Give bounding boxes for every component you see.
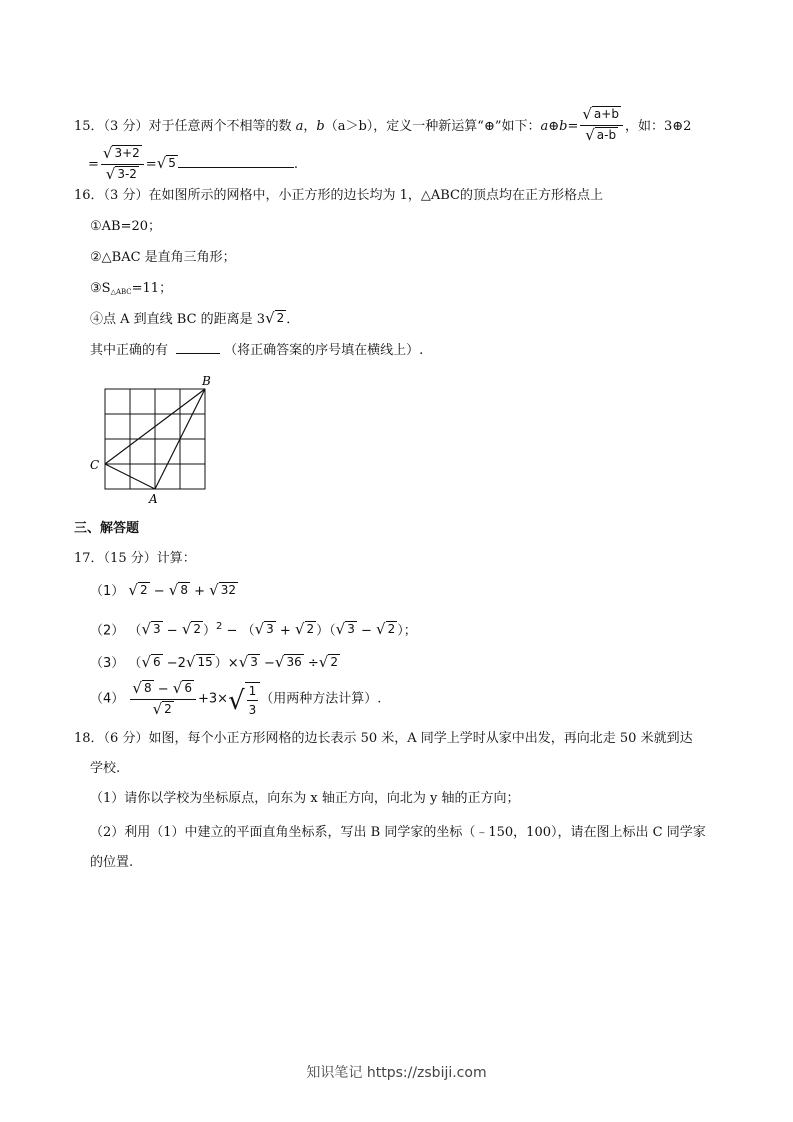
q18-score: （6 分） [103, 731, 149, 746]
radicand: 2 [164, 702, 172, 716]
operator: − [356, 623, 377, 639]
q18-line1 [74, 730, 693, 748]
q16-answer-blank[interactable] [176, 353, 220, 354]
radicand: 2 [139, 583, 148, 597]
paren: ）； [397, 623, 417, 639]
q16-line1 [74, 187, 603, 205]
q18-part2-text-cont: 的位置. [90, 855, 134, 870]
q15-def-numerator: a+b [593, 107, 619, 121]
radicand: 6 [184, 681, 192, 695]
q18-part2a [90, 824, 706, 842]
paren: ）（ [316, 623, 336, 639]
q18-text: 如图，每个小正方形网格的边长表示 50 米，A 同学上学时从家中出发，再向北走 50 米就到达 [148, 731, 693, 746]
radicand: 8 [180, 583, 188, 597]
q15-ex-denominator: 3-2 [117, 167, 137, 181]
operator: ÷ [303, 656, 319, 671]
operator: − [149, 584, 169, 599]
q17-text: 计算： [156, 551, 196, 566]
q17-part4-note: （用两种方法计算）. [260, 691, 382, 707]
q15-eq: = [88, 157, 99, 172]
paren: （ [128, 656, 142, 671]
paren: （ [128, 623, 142, 639]
radicand: 6 [153, 655, 161, 669]
q15-ex-numerator: 3+2 [114, 146, 140, 160]
radicand: 2 [330, 655, 338, 669]
q18-line2 [90, 760, 120, 778]
radicand: 8 [143, 681, 152, 695]
q15-number: 15． [74, 119, 104, 134]
operator: − [259, 656, 275, 671]
q17-part3-label: （3） [90, 656, 125, 671]
q16-option-4-end: ． [286, 312, 300, 327]
numerator: 1 [247, 683, 259, 701]
radicand: 3 [153, 622, 161, 637]
vertex-label-a: A [149, 492, 158, 506]
q16-ask-text: 其中正确的有 [90, 343, 169, 358]
radicand: 36 [286, 655, 302, 669]
q15-def-fraction: √ a+b √ a-b [580, 106, 623, 145]
q17-score: （15 分） [103, 551, 157, 566]
q16-option-4: ④点 A 到直线 BC 的距离是 3 [90, 312, 266, 327]
q16-option-3-value: =11； [131, 281, 173, 296]
q18-part1-text: （1）请你以学校为坐标原点，向东为 x 轴正方向，向北为 y 轴的正方向； [90, 791, 520, 806]
var-a: a [295, 119, 304, 134]
q17-part2: （2） （ √ 3 − √ 2 ）$^2$ − （ √ 3 + √ 2 ）（ √ 3 − √ 2 ）； [90, 620, 417, 639]
q16-grid-figure [84, 372, 224, 508]
q18-part1 [90, 790, 519, 808]
q15-condition: （a＞b） [324, 119, 374, 134]
q16-score: （3 分） [103, 188, 149, 203]
vertex-label-c: C [90, 458, 100, 472]
section-3-title: 三、解答题 [74, 521, 140, 536]
q17-part4: （4） √ 8 − √ 6 √ 2 +3× √ $\frac{1}{3}$ （用两种方法计算）. [90, 679, 382, 718]
q15-text: 对于任意两个不相等的数 [148, 119, 292, 134]
q16-option-2: ②△BAC 是直角三角形； [90, 250, 236, 265]
q17-part4-fraction: √ 8 − √ 6 √ 2 [130, 680, 196, 719]
exponent: 2 [216, 621, 223, 632]
comma: ， [303, 119, 317, 134]
footer-watermark[interactable]: 知识笔记 https://zsbiji.com [306, 1065, 487, 1081]
q15-score: （3 分） [103, 119, 149, 134]
q15-line2: = √ 3+2 √ 3-2 = √ 5 . [88, 144, 299, 183]
radicand: 2 [387, 622, 396, 637]
page-footer [0, 1062, 793, 1082]
denominator: 3 [248, 702, 257, 717]
radicand: 2 [193, 622, 202, 637]
q16-opt1 [90, 218, 161, 236]
q18-part2b [90, 854, 133, 872]
radicand: 15 [197, 655, 213, 669]
radicand: 32 [220, 583, 237, 597]
q16-opt3 [90, 280, 172, 301]
q15-end: . [293, 157, 299, 172]
q15-answer-blank[interactable] [178, 167, 294, 168]
operator: + [190, 584, 210, 599]
q17-part1-label: （1） [90, 584, 125, 599]
q16-text: 在如图所示的网格中，小正方形的边长均为 1，△ABC的顶点均在正方形格点上 [148, 188, 603, 203]
q17-line1 [74, 550, 196, 568]
q15-line1 [74, 107, 691, 146]
q18-number: 18． [74, 731, 104, 746]
q18-text-cont: 学校. [90, 761, 121, 776]
var-b: b [316, 119, 325, 134]
q16-option-3: ③S [90, 281, 111, 296]
radicand: 3 [347, 622, 355, 637]
q16-option-3-subscript: △ABC [110, 288, 132, 296]
operator: − [162, 623, 182, 639]
q17-number: 17． [74, 551, 104, 566]
radicand: 2 [306, 622, 315, 637]
q15-example-lead: ，如：3⊕2 [624, 119, 692, 134]
q15-ex-result: 5 [168, 156, 176, 170]
q18-part2-text: （2）利用（1）中建立的平面直角坐标系，写出 B 同学家的坐标（﹣150，100），请在图上标出 C 同学家 [90, 825, 706, 840]
q15-def-lhs: a⊕b= [540, 119, 579, 134]
radicand: 3 [250, 655, 258, 669]
operator: −2 [162, 656, 186, 671]
section-title [74, 520, 139, 538]
operator: − [153, 682, 173, 697]
q16-ask-note: （将正确答案的序号填在横线上）. [224, 343, 424, 358]
paren: ） [203, 623, 217, 639]
q16-ask [90, 342, 423, 360]
q16-opt2 [90, 249, 236, 267]
q16-option-1: ①AB=20； [90, 219, 162, 234]
q15-def-denominator: a-b [596, 128, 617, 142]
operator: +3× [198, 691, 229, 707]
q16-opt4: ④点 A 到直线 BC 的距离是 3 √ 2 ． [90, 309, 300, 327]
q16-number: 16． [74, 188, 104, 203]
q15-definition-text: ，定义一种新运算“⊕”如下： [373, 119, 541, 134]
operator: + [275, 623, 295, 639]
grid-lines [105, 389, 205, 489]
q17-part3: （3） （ √ 6 −2 √ 15 ）× √ 3 − √ 36 ÷ √ 2 [90, 653, 338, 671]
radicand: 3 [266, 622, 274, 637]
q15-ex-eq: = [145, 157, 157, 172]
q17-part4-label: （4） [90, 691, 125, 707]
q16-option-4-radicand: 2 [276, 311, 285, 325]
q17-part1: （1） √ 2 − √ 8 + √ 32 [90, 581, 237, 599]
q17-part2-label: （2） [90, 623, 125, 639]
vertex-label-b: B [202, 374, 211, 388]
operator: ）× [214, 656, 239, 671]
operator: − （ [222, 623, 255, 639]
q15-example-fraction: √ 3+2 √ 3-2 [101, 145, 144, 184]
